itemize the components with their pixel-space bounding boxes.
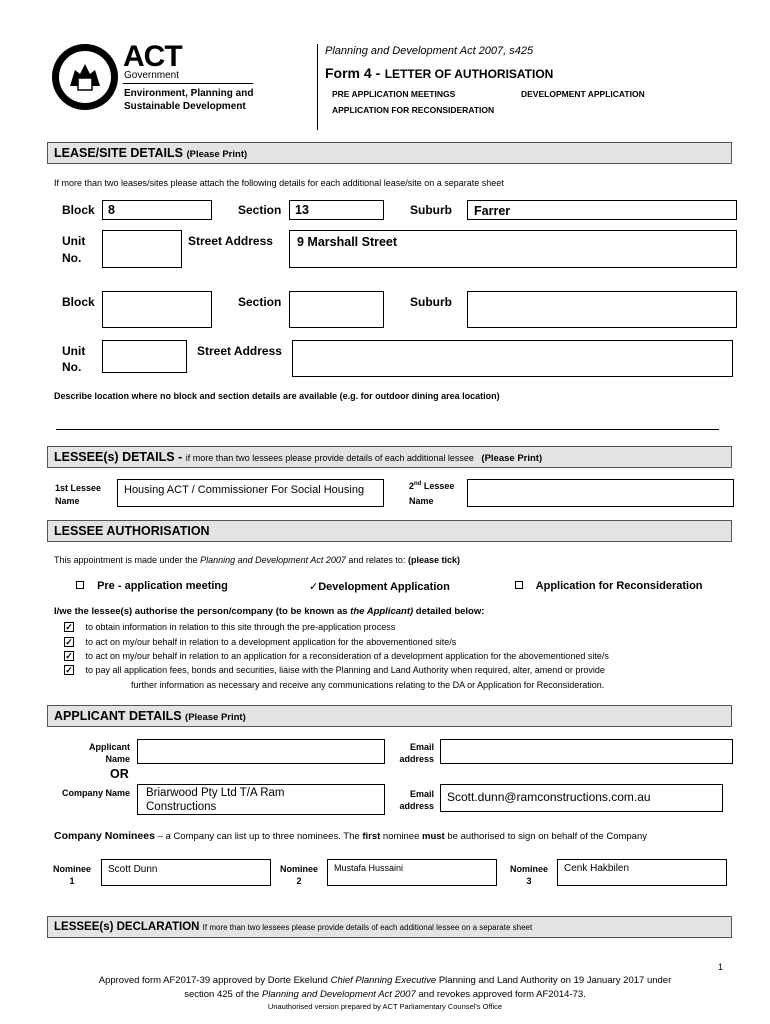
footer-line-2-em: Planning and Development Act 2007 — [261, 989, 416, 1000]
header-option-da: DEVELOPMENT APPLICATION — [521, 89, 645, 99]
company-name-field[interactable] — [137, 784, 385, 815]
company-name-value-2: Constructions — [146, 801, 217, 813]
appointment-tick: (please tick) — [407, 555, 460, 565]
logo-divider — [123, 83, 253, 84]
unit-label-2a: Unit — [62, 344, 86, 358]
suburb-label-1: Suburb — [410, 203, 452, 217]
footer-line-3: Unauthorised version prepared by ACT Parliamentary Counsel's Office — [267, 1002, 503, 1011]
nominee-1-value: Scott Dunn — [108, 864, 158, 875]
first-lessee-label-2: Name — [55, 496, 80, 506]
email-label-2: Email address — [399, 789, 434, 811]
first-lessee-field[interactable] — [117, 479, 384, 507]
authorisation-section-header: LESSEE AUTHORISATION — [47, 520, 732, 542]
footer-line-1-em: Chief Planning Executive — [330, 975, 437, 986]
unit-label-2b: No. — [62, 360, 82, 374]
section-label-2: Section — [238, 295, 282, 309]
authority-text-2: to act on my/our behalf in relation to a development application for the abovementioned site/s — [85, 637, 457, 647]
footer-line-2 — [0, 989, 770, 1000]
lease-section-header — [47, 142, 732, 164]
or-label: OR — [110, 767, 129, 781]
block-field-2[interactable] — [102, 291, 212, 328]
nominee-2-value: Mustafa Hussaini — [334, 863, 404, 873]
logo-text: ACT — [123, 40, 182, 73]
authority-text-4-cont: further information as necessary and receive any communications relating to the DA or Application for Reconsideration. — [131, 680, 605, 690]
email-field-1[interactable] — [440, 739, 733, 764]
appointment-act: Planning and Development Act 2007 — [200, 555, 346, 565]
nominee-3-field[interactable] — [557, 859, 727, 886]
company-name-label: Company Name — [61, 788, 130, 798]
authority-item-2 — [64, 637, 456, 647]
option-pre-application[interactable] — [76, 580, 228, 592]
suburb-label-2: Suburb — [410, 295, 452, 309]
block-label-2: Block — [62, 295, 95, 309]
lessee-title: LESSEE(s) DETAILS - — [54, 450, 183, 464]
nominees-first: first — [362, 831, 381, 842]
authority-checkbox-1[interactable]: ✓ — [65, 622, 73, 632]
section-label-1: Section — [238, 203, 282, 217]
lessee-section-header — [47, 446, 732, 468]
unit-field-1[interactable] — [102, 230, 182, 268]
nominee-1-label: Nominee 1 — [52, 864, 91, 886]
header-option-pre: PRE APPLICATION MEETINGS — [332, 89, 456, 99]
authority-checkbox-3[interactable]: ✓ — [65, 651, 73, 661]
first-lessee-label-1: 1st Lessee — [55, 483, 102, 493]
logo-government: Government — [124, 70, 180, 81]
applicant-name-label: Applicant Name — [88, 742, 130, 764]
footer-line-2-b: and revokes approved form AF2014-73. — [418, 989, 586, 1000]
second-lessee-field[interactable] — [467, 479, 734, 507]
second-lessee-label-1: 2nd Lessee — [409, 481, 455, 491]
footer-line-2-a: section 425 of the — [184, 989, 260, 1000]
option-development-application[interactable] — [309, 580, 450, 593]
block-value-1: 8 — [108, 203, 115, 217]
nominees-text-a: – a Company can list up to three nominees. The — [157, 831, 360, 842]
form-title: LETTER OF AUTHORISATION — [384, 67, 554, 81]
block-label-1: Block — [62, 203, 95, 217]
act-reference: Planning and Development Act 2007, s425 — [325, 45, 534, 57]
suburb-value-1: Farrer — [474, 204, 511, 218]
block-field-1[interactable] — [102, 200, 212, 220]
street-label-1: Street Address — [188, 234, 273, 248]
pre-application-checkbox[interactable] — [76, 581, 84, 589]
nominee-1-field[interactable] — [101, 859, 271, 886]
nominee-2-field[interactable] — [327, 859, 497, 886]
option-reconsideration[interactable] — [515, 580, 703, 592]
appointment-post: and relates to: — [348, 555, 406, 565]
declaration-section-header — [47, 916, 732, 938]
reconsideration-label: Application for Reconsideration — [535, 580, 703, 592]
applicant-title: APPLICANT DETAILS — [54, 709, 182, 723]
street-field-2[interactable] — [292, 340, 733, 377]
street-field-1[interactable] — [289, 230, 737, 268]
section-value-1: 13 — [295, 203, 309, 217]
nominee-2-label: Nominee 2 — [279, 864, 318, 886]
footer-line-1-a: Approved form AF2017-39 approved by Dorte Ekelund — [98, 975, 328, 986]
header-option-recon: APPLICATION FOR RECONSIDERATION — [332, 105, 495, 115]
nominees-must: must — [422, 831, 445, 842]
appointment-pre: This appointment is made under the — [54, 555, 198, 565]
unit-field-2[interactable] — [102, 340, 187, 373]
email-field-2[interactable] — [440, 784, 723, 812]
describe-location-line[interactable] — [56, 429, 719, 430]
lease-title-note: (Please Print) — [186, 149, 248, 160]
section-field-2[interactable] — [289, 291, 384, 328]
authority-checkbox-4[interactable]: ✓ — [65, 665, 73, 675]
authorise-post: detailed below: — [415, 606, 485, 617]
nominees-text-c: be authorised to sign on behalf of the Company — [447, 831, 647, 842]
dept-line-1: Environment, Planning and — [124, 88, 254, 99]
authority-checkbox-2[interactable]: ✓ — [65, 637, 73, 647]
lease-instruction: If more than two leases/sites please attach the following details for each additional lease/site on a separate sheet — [54, 178, 504, 188]
applicant-title-note: (Please Print) — [185, 712, 246, 723]
authority-text-4: to pay all application fees, bonds and securities, liaise with the Planning and Land Authority when required, alter, amend or provide — [85, 665, 605, 675]
lease-title: LEASE/SITE DETAILS — [54, 146, 183, 160]
first-lessee-value: Housing ACT / Commissioner For Social Housing — [124, 484, 365, 496]
authority-text-1: to obtain information in relation to this site through the pre-application process — [85, 622, 396, 632]
email-value-2: Scott.dunn@ramconstructions.com.au — [447, 790, 651, 804]
unit-label-1b: No. — [62, 251, 82, 265]
second-lessee-label-2: Name — [409, 496, 434, 506]
pre-application-label: Pre - application meeting — [97, 580, 228, 592]
company-name-value-1: Briarwood Pty Ltd T/A Ram — [146, 787, 285, 799]
appointment-text — [54, 555, 460, 565]
street-value-1: 9 Marshall Street — [297, 235, 398, 249]
authorise-statement — [54, 606, 484, 617]
page-number: 1 — [718, 962, 724, 972]
authority-item-1 — [64, 622, 395, 632]
nominees-title: Company Nominees — [54, 830, 155, 842]
declaration-note: If more than two lessees please provide details of each additional lessee on a separate sheet — [202, 923, 533, 932]
email-label-1: Email address — [399, 742, 434, 764]
nominee-3-value: Cenk Hakbilen — [564, 863, 630, 874]
development-application-checkmark-icon[interactable]: ✓ — [309, 581, 319, 593]
authorise-em: the Applicant) — [350, 606, 414, 617]
dept-line-2: Sustainable Development — [124, 101, 246, 112]
authority-text-3: to act on my/our behalf in relation to an application for a reconsideration of a development application for the abovementioned site/s — [85, 651, 609, 661]
lessee-title-note: if more than two lessees please provide details of each additional lessee — [185, 453, 474, 463]
authority-item-4 — [64, 665, 605, 675]
footer-line-1 — [0, 975, 770, 986]
authorise-pre: I/we the lessee(s) authorise the person/company (to be known as — [54, 606, 348, 617]
suburb-field-1[interactable] — [467, 200, 737, 220]
nominees-text-b: nominee — [382, 831, 420, 842]
declaration-title: LESSEE(s) DECLARATION — [54, 921, 200, 933]
lessee-title-print: (Please Print) — [481, 453, 543, 464]
describe-location-label: Describe location where no block and section details are available (e.g. for outdoor dining area location) — [54, 391, 500, 401]
applicant-name-field[interactable] — [137, 739, 385, 764]
suburb-field-2[interactable] — [467, 291, 737, 328]
company-nominees-text — [54, 830, 647, 842]
act-government-logo — [50, 42, 120, 112]
form-heading — [325, 65, 553, 83]
section-field-1[interactable] — [289, 200, 384, 220]
reconsideration-checkbox[interactable] — [515, 581, 523, 589]
applicant-section-header — [47, 705, 732, 727]
development-application-label: Development Application — [318, 581, 450, 593]
header-divider — [317, 44, 318, 130]
street-label-2: Street Address — [197, 344, 282, 358]
unit-label-1a: Unit — [62, 234, 86, 248]
form-number: Form 4 - — [325, 65, 381, 81]
footer-line-1-b: Planning and Land Authority on 19 January 2017 under — [438, 975, 672, 986]
nominee-3-label: Nominee 3 — [509, 864, 548, 886]
authority-item-3 — [64, 651, 609, 661]
